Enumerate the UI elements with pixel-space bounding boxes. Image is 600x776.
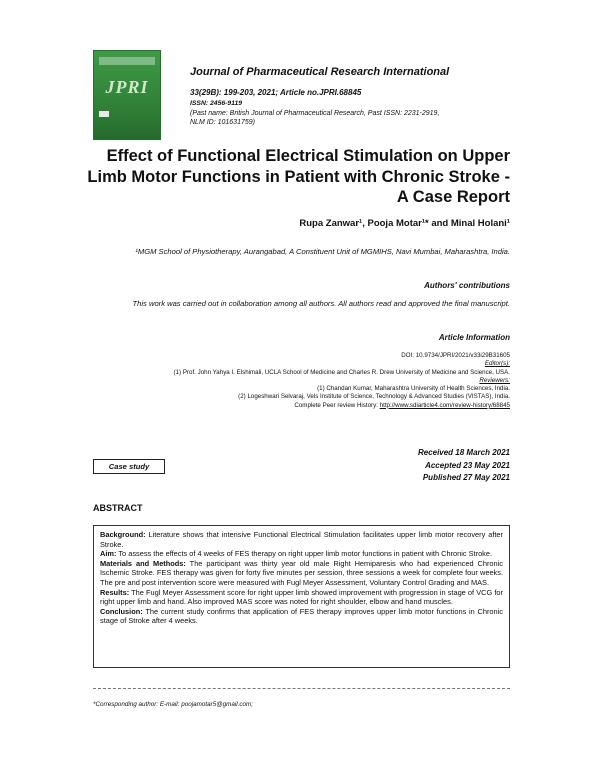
article-type-badge: Case study — [93, 459, 165, 474]
contributions-text: This work was carried out in collaboration among all authors. All authors read and approved the final manuscript. — [132, 299, 510, 308]
author-list: Rupa Zanwar¹, Pooja Motar¹* and Minal Holani¹ — [299, 218, 510, 229]
corresponding-author: *Corresponding author: E-mail: poojamotar5@gmail.com; — [93, 701, 254, 708]
methods-text: The participant was thirty year old male Right Hemiparesis who had experienced Chronic Ischemic Stroke. FES therapy was given for forty five minutes per session, three sessions a week for complete four weeks. The pre and post intervention score were measured with Fugl Meyer Assessment, Voluntary Control Grading and MAS. — [100, 558, 503, 587]
abstract-methods — [100, 559, 503, 588]
journal-issn: ISSN: 2456-9119 — [190, 100, 243, 107]
journal-nlm-id: NLM ID: 101631759) — [190, 119, 255, 126]
aim-label: Aim: — [100, 549, 117, 559]
peer-review-link[interactable]: http://www.sdiarticle4.com/review-history/68845 — [379, 401, 510, 409]
reviewers-label: Reviewers: — [479, 376, 510, 384]
journal-cover-image — [93, 50, 161, 140]
author-affiliation: ¹MGM School of Physiotherapy, Aurangabad, A Constituent Unit of MGMIHS, Navi Mumbai, Maharashtra, India. — [135, 247, 510, 256]
peer-review-history — [40, 402, 510, 410]
results-label: Results: — [100, 587, 130, 597]
article-dates — [418, 447, 510, 485]
footnote-divider — [93, 688, 510, 689]
abstract-aim — [100, 549, 503, 559]
journal-past-name: (Past name: British Journal of Pharmaceutical Research, Past ISSN: 2231-2919, — [190, 110, 440, 117]
results-text: The Fugl Meyer Assessment score for right upper limb showed improvement with progression in stage of VCG for right upper limb and hand. Also improved MAS score was noted for right shoulder, elbow and hand muscles. — [100, 587, 503, 607]
contributions-heading: Authors' contributions — [424, 281, 510, 290]
abstract-box — [93, 525, 510, 668]
reviewer-1: (1) Chandan Kumar, Maharashtra University of Health Sciences, India. — [317, 385, 510, 393]
journal-name: Journal of Pharmaceutical Research International — [190, 66, 450, 78]
date-accepted: Accepted 23 May 2021 — [425, 460, 510, 470]
date-received: Received 18 March 2021 — [417, 448, 510, 457]
doi: DOI: 10.9734/JPRI/2021/v33i29B31605 — [401, 352, 510, 359]
abstract-background — [100, 530, 503, 549]
article-title: Effect of Functional Electrical Stimulation on Upper Limb Motor Functions in Patient with Chronic Stroke - A Case Report — [87, 147, 510, 206]
editor-label: Editor(s): — [484, 360, 510, 368]
background-text: Literature shows that intensive Functional Electrical Stimulation facilitates upper limb motor recovery after Stroke. — [100, 530, 503, 549]
conclusion-label: Conclusion: — [100, 606, 143, 616]
article-info-heading: Article Information — [438, 333, 510, 342]
editor: (1) Prof. John Yahya I. Elshimali, UCLA School of Medicine and Charles R. Drew University of Medicine and Science, USA. — [173, 368, 510, 376]
abstract-conclusion — [100, 607, 503, 626]
conclusion-text: The current study confirms that application of FES therapy improves upper limb motor functions in Chronic stage of Stroke after 4 weeks. — [100, 606, 503, 626]
date-published: Published 27 May 2021 — [422, 473, 510, 482]
background-label: Background: — [100, 530, 146, 539]
reviewer-2: (2) Logeshwari Selvaraj, Vels Institute of Science, Technology & Advanced Studies (VISTAS), India. — [238, 393, 510, 401]
abstract-heading: ABSTRACT — [93, 503, 143, 513]
abstract-results — [100, 588, 503, 607]
peer-review-prefix: Complete Peer review History: — [294, 401, 380, 409]
aim-text: To assess the effects of 4 weeks of FES therapy on right upper limb motor functions in patient with Chronic Stroke. — [116, 549, 493, 559]
journal-citation: 33(29B): 199-203, 2021; Article no.JPRI.68845 — [190, 88, 362, 97]
article-info-block — [40, 352, 510, 410]
cover-footer-band — [99, 111, 109, 117]
cover-header-band — [99, 57, 155, 65]
methods-label: Materials and Methods: — [100, 558, 186, 568]
cover-logo: JPRI — [105, 77, 149, 97]
